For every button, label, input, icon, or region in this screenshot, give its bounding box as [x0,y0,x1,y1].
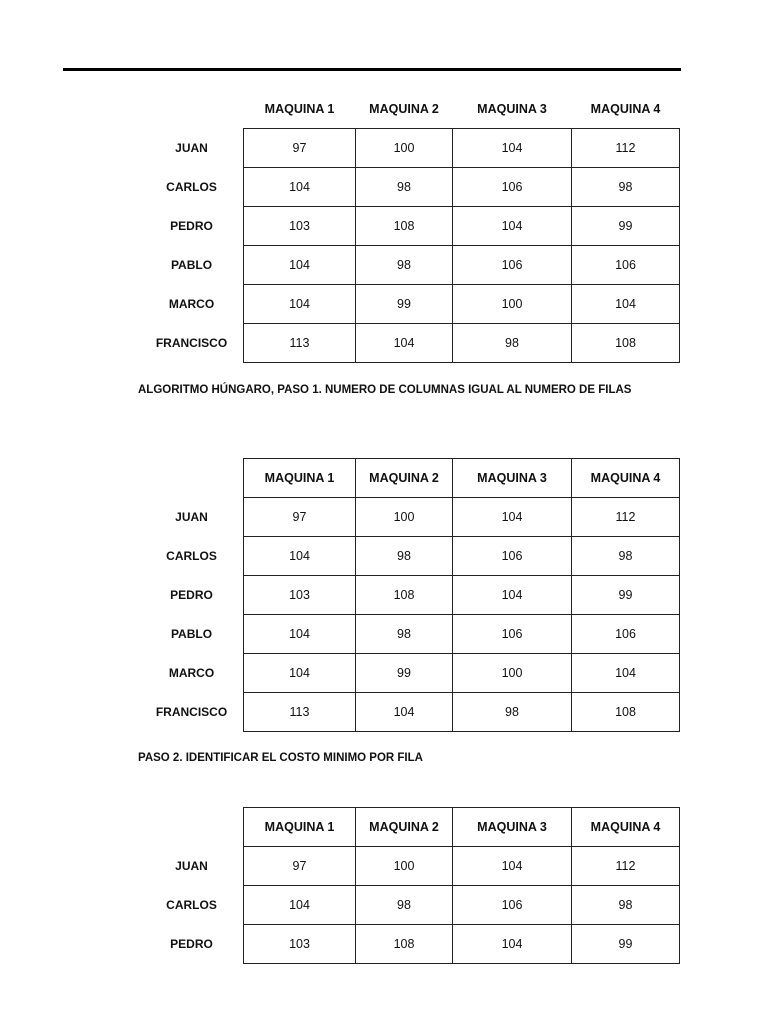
cost-cell: 97 [244,847,356,886]
cost-cell: 108 [572,324,680,363]
cost-cell: 104 [356,324,453,363]
cost-cell: 108 [572,693,680,732]
cost-cell: 98 [356,615,453,654]
column-header: MAQUINA 4 [590,102,661,116]
cost-cell: 104 [453,847,572,886]
row-label: FRANCISCO [155,336,228,350]
row-label: PABLO [170,627,213,641]
row-label: PEDRO [170,937,213,951]
cost-cell: 104 [244,615,356,654]
cost-cell: 104 [453,129,572,168]
cost-cell: 99 [572,207,680,246]
cost-cell: 100 [453,654,572,693]
row-label: CARLOS [166,549,217,563]
cost-cell: 112 [572,847,680,886]
cost-cell: 106 [453,246,572,285]
column-header: MAQUINA 4 [572,808,680,847]
cost-cell: 104 [453,207,572,246]
cost-cell: 104 [453,498,572,537]
column-header: MAQUINA 3 [477,102,547,116]
cost-cell: 97 [244,498,356,537]
cost-cell: 108 [356,207,453,246]
row-label: PEDRO [170,219,213,233]
cost-cell: 100 [356,847,453,886]
cost-cell: 100 [453,285,572,324]
cost-cell: 108 [356,576,453,615]
step1-caption: ALGORITMO HÚNGARO, PASO 1. NUMERO DE COLUMNAS IGUAL AL NUMERO DE FILAS [138,384,632,396]
cost-cell: 108 [356,925,453,964]
cost-cell: 106 [572,615,680,654]
cost-cell: 106 [453,537,572,576]
column-header: MAQUINA 1 [264,102,335,116]
cost-cell: 98 [356,537,453,576]
table-body [140,847,680,964]
cost-cell: 104 [244,285,356,324]
cost-cell: 106 [453,168,572,207]
row-label: PABLO [170,258,213,272]
cost-cell: 104 [453,925,572,964]
cost-cell: 104 [453,576,572,615]
cost-table-step2 [140,807,680,964]
cost-cell: 104 [244,537,356,576]
cost-cell: 98 [356,886,453,925]
table-header-row [140,808,680,847]
cost-cell: 98 [453,324,572,363]
cost-cell: 104 [244,168,356,207]
cost-cell: 106 [453,615,572,654]
cost-cell: 106 [453,886,572,925]
column-header: MAQUINA 3 [453,459,572,498]
step2-caption: PASO 2. IDENTIFICAR EL COSTO MINIMO POR FILA [138,752,423,764]
row-label: JUAN [175,510,208,524]
cost-cell: 98 [572,537,680,576]
corner-cell [140,808,244,847]
row-label: PEDRO [170,588,213,602]
row-label: CARLOS [166,180,217,194]
table-row [140,886,680,925]
cost-cell: 103 [244,207,356,246]
cost-cell: 99 [572,925,680,964]
cost-cell: 103 [244,925,356,964]
column-header: MAQUINA 1 [244,808,356,847]
row-label: JUAN [175,859,208,873]
cost-cell: 104 [244,654,356,693]
cost-cell: 104 [244,886,356,925]
column-header: MAQUINA 4 [572,459,680,498]
row-label: FRANCISCO [155,705,228,719]
column-header: MAQUINA 2 [369,102,439,116]
cost-cell: 113 [244,324,356,363]
cost-cell: 98 [356,246,453,285]
cost-cell: 98 [356,168,453,207]
cost-cell: 97 [244,129,356,168]
column-header: MAQUINA 3 [453,808,572,847]
column-header: MAQUINA 2 [356,808,453,847]
row-label: MARCO [168,297,215,311]
cost-cell: 98 [572,168,680,207]
cost-cell: 103 [244,576,356,615]
column-header: MAQUINA 2 [356,459,453,498]
cost-cell: 106 [572,246,680,285]
cost-cell: 113 [244,693,356,732]
cost-cell: 100 [356,129,453,168]
column-header: MAQUINA 1 [244,459,356,498]
cost-cell: 99 [356,654,453,693]
cost-cell: 104 [244,246,356,285]
cost-cell: 112 [572,129,680,168]
table-row [140,847,680,886]
cost-cell: 99 [356,285,453,324]
cost-cell: 98 [572,886,680,925]
cost-cell: 100 [356,498,453,537]
row-label: CARLOS [166,898,217,912]
row-label: JUAN [175,141,208,155]
cost-cell: 99 [572,576,680,615]
cost-cell: 104 [356,693,453,732]
cost-cell: 104 [572,285,680,324]
row-label: MARCO [168,666,215,680]
cost-cell: 112 [572,498,680,537]
table-row [140,925,680,964]
cost-cell: 104 [572,654,680,693]
cost-cell: 98 [453,693,572,732]
